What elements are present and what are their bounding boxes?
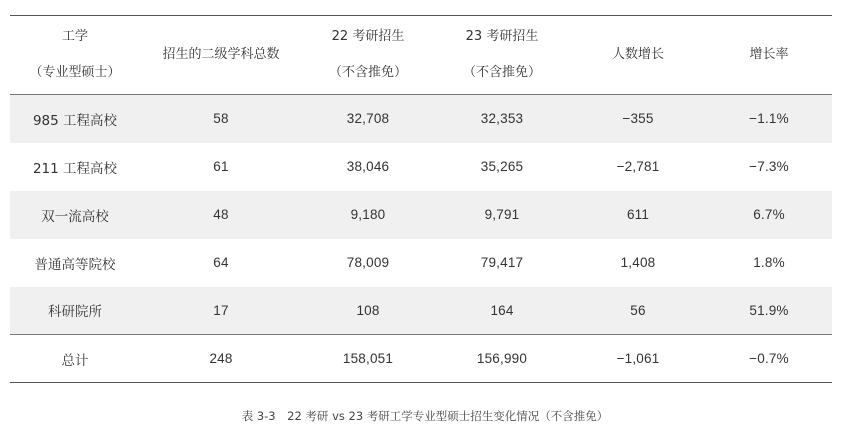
cell-rate: −7.3% [749,159,789,174]
cell-rate: −0.7% [749,351,789,366]
cell-count: 64 [213,255,229,270]
cell-count: 61 [213,159,229,174]
cell-22: 38,046 [346,159,390,174]
header-growth-rate: 增长率 [749,47,789,62]
cell-count: 58 [213,111,229,127]
cell-delta: 611 [626,207,650,222]
cell-delta: −1,061 [616,351,660,366]
cell-category: 总计 [61,352,89,369]
cell-rate: 6.7% [753,207,785,222]
header-22-line2: （不含推免） [328,65,407,80]
cell-delta: 1,408 [620,255,656,270]
header-23-enrollment [434,16,570,95]
cell-22: 108 [356,302,380,318]
cell-category: 科研院所 [48,304,102,321]
header-22-line1: 22 考研招生 [331,29,405,44]
cell-23: 32,353 [480,111,524,127]
header-category-line1: 工学 [61,29,88,44]
cell-23: 164 [490,302,514,318]
cell-23: 9,791 [484,207,520,222]
cell-22: 9,180 [350,207,386,222]
cell-count: 17 [213,302,229,318]
cell-22: 78,009 [346,255,390,270]
table-body [10,95,832,383]
cell-23: 156,990 [476,351,528,366]
cell-category: 双一流高校 [41,208,109,225]
table-total-row [10,335,832,383]
cell-rate: 1.8% [753,255,785,270]
header-23-line2: （不含推免） [462,65,541,80]
cell-delta: −2,781 [616,159,660,174]
cell-count: 248 [209,351,233,366]
cell-category: 211 工程高校 [32,160,118,177]
header-delta: 人数增长 [611,47,664,62]
header-subject-count: 招生的二级学科总数 [162,47,280,62]
cell-delta: 56 [630,302,646,318]
cell-22: 32,708 [346,111,390,127]
cell-23: 79,417 [480,255,524,270]
header-22-enrollment [302,16,434,95]
enrollment-table [10,15,832,383]
cell-22: 158,051 [342,351,394,366]
table-row [10,191,832,239]
header-category-line2: （专业型硕士） [29,65,121,80]
cell-count: 48 [213,207,229,222]
table-caption: 表 3-3 22 考研 vs 23 考研工学专业型硕士招生变化情况（不含推免） [241,409,609,423]
header-23-line1: 23 考研招生 [465,29,539,44]
cell-category: 普通高等院校 [34,256,116,273]
table-row [10,95,832,143]
cell-category: 985 工程高校 [32,112,118,129]
enrollment-table-container [10,15,832,383]
header-category [10,16,140,95]
cell-23: 35,265 [480,159,524,174]
table-header [10,16,832,95]
cell-rate: −1.1% [749,111,789,127]
table-row [10,287,832,335]
table-row [10,239,832,287]
header-row [10,16,832,95]
table-row [10,143,832,191]
cell-rate: 51.9% [749,302,789,318]
cell-delta: −355 [622,111,654,127]
